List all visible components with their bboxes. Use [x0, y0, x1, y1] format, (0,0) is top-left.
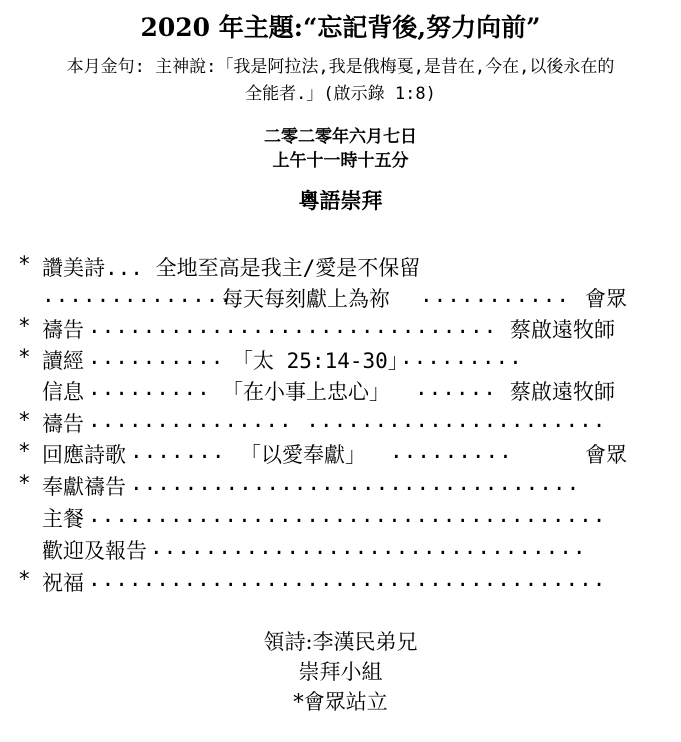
dot-leader: ..............: [42, 283, 234, 307]
order-row-communion: [0, 503, 681, 533]
order-item-sermon: 信息: [42, 380, 84, 404]
dot-leader: ......................................: [88, 567, 607, 591]
worship-leader: 領詩:李漢民弟兄: [263, 630, 418, 654]
order-item-response-hymn: 回應詩歌: [42, 443, 126, 467]
monthly-verse-line-2: 全能者.」(啟示錄 1:8): [245, 84, 436, 104]
dot-leader: .........: [390, 439, 513, 463]
order-item-hymn: 讚美詩... 全地至高是我主/愛是不保留: [42, 256, 421, 280]
dot-leader: .........: [400, 345, 523, 369]
standing-marker: *: [18, 408, 31, 432]
scripture-reference: 「太 25:14-30」: [232, 349, 409, 373]
standing-marker: *: [18, 314, 31, 338]
standing-marker: *: [18, 439, 31, 463]
order-item-benediction: 祝福: [42, 571, 84, 595]
standing-marker: *: [18, 567, 31, 591]
dot-leader: ..............................: [88, 314, 498, 338]
hymn-title: 每天每刻獻上為祢: [222, 287, 390, 311]
order-row-benediction: [0, 567, 681, 597]
dot-leader: ......................................: [88, 503, 607, 527]
dot-leader: ................................: [150, 535, 587, 559]
order-item-scripture: 讀經: [42, 349, 84, 373]
dot-leader: .........: [88, 376, 211, 400]
order-row-hymn-continued: [0, 283, 681, 313]
theme-title: 2020 年主題:“忘記背後,努力向前”: [140, 13, 541, 42]
service-date: 二零二零年六月七日: [264, 127, 417, 147]
order-row-hymn: [0, 252, 681, 282]
order-row-prayer: [0, 314, 681, 344]
service-time: 上午十一時十五分: [272, 151, 409, 171]
monthly-verse-line-1: 本月金句: 主神說:「我是阿拉法,我是俄梅戛,是昔在,今在,以後永在的: [66, 57, 615, 77]
service-name: 粵語崇拜: [298, 188, 383, 213]
order-item-prayer: 禱告: [42, 318, 84, 342]
order-row-scripture: [0, 345, 681, 375]
order-row-offering-prayer: [0, 471, 681, 501]
dot-leader: .......: [130, 439, 226, 463]
dot-leader: ...........: [420, 283, 571, 307]
standing-note: *會眾站立: [293, 690, 388, 714]
order-item-prayer-2: 禱告: [42, 412, 84, 436]
order-row-sermon: [0, 376, 681, 406]
worship-group: 崇拜小組: [298, 660, 383, 684]
role-congregation: 會眾: [585, 443, 627, 467]
dot-leader: ............... ......................: [88, 408, 607, 432]
standing-marker: *: [18, 345, 31, 369]
order-item-offering-prayer: 奉獻禱告: [42, 475, 126, 499]
standing-marker: *: [18, 471, 31, 495]
role-congregation: 會眾: [585, 287, 627, 311]
order-item-announcements: 歡迎及報告: [42, 539, 147, 563]
standing-marker: *: [18, 252, 31, 276]
sermon-title: 「在小事上忠心」: [222, 380, 390, 404]
dot-leader: ..........: [88, 345, 225, 369]
order-row-announcements: [0, 535, 681, 565]
order-item-communion: 主餐: [42, 507, 84, 531]
order-row-response-hymn: [0, 439, 681, 469]
role-pastor: 蔡啟遠牧師: [510, 380, 615, 404]
response-hymn-title: 「以愛奉獻」: [240, 443, 366, 467]
order-row-prayer-2: [0, 408, 681, 438]
dot-leader: .................................: [130, 471, 581, 495]
role-pastor: 蔡啟遠牧師: [510, 318, 615, 342]
dot-leader: ......: [415, 376, 497, 400]
